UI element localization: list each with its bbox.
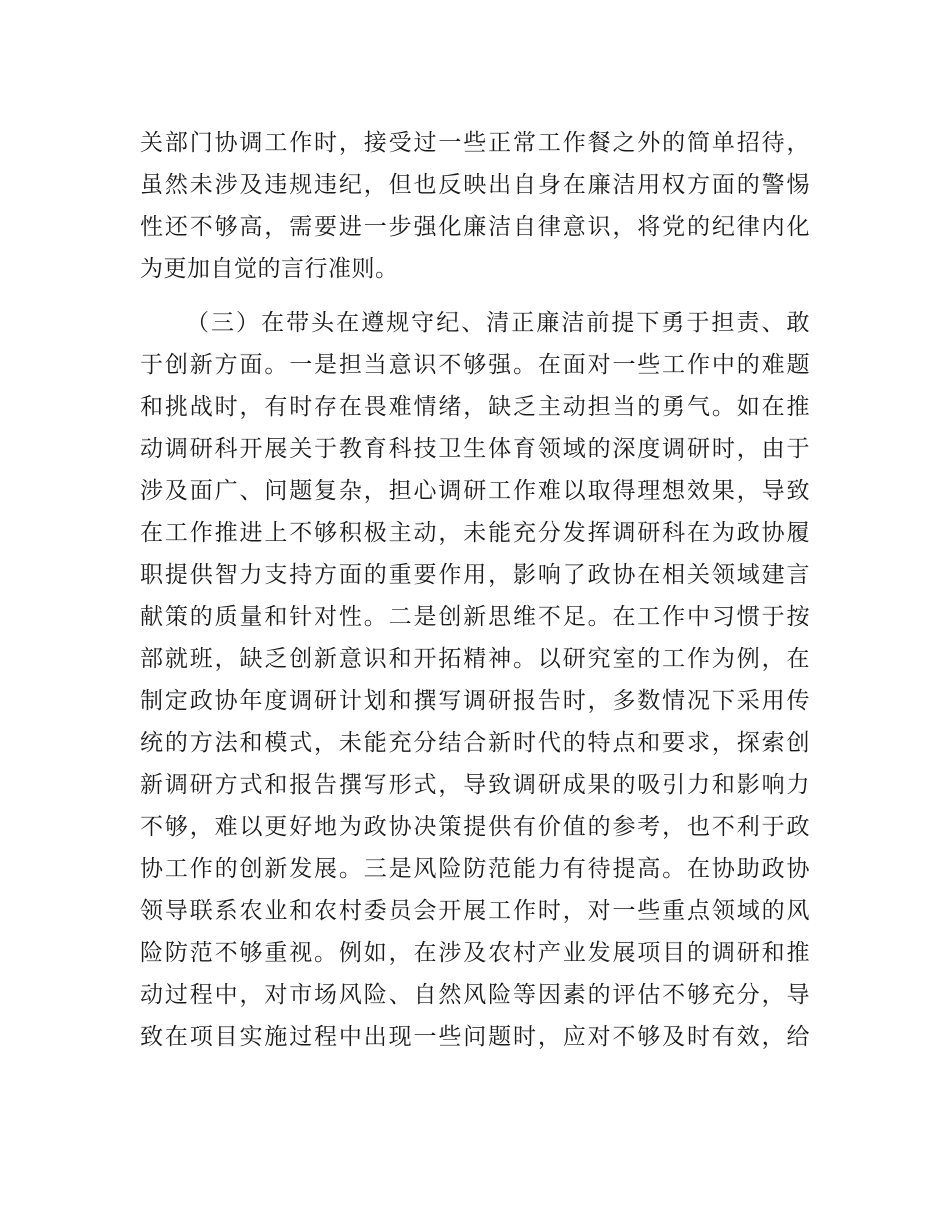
paragraph-line: 新调研方式和报告撰写形式，导致调研成果的吸引力和影响力 — [140, 772, 810, 798]
paragraph-line: 不够，难以更好地为政协决策提供有价值的参考，也不利于政 — [140, 814, 810, 840]
paragraph-line: 统的方法和模式，未能充分结合新时代的特点和要求，探索创 — [140, 730, 810, 756]
paragraph-line: 在工作推进上不够积极主动，未能充分发挥调研科在为政协履 — [140, 520, 810, 546]
paragraph-line: 关部门协调工作时，接受过一些正常工作餐之外的简单招待， — [140, 130, 810, 156]
paragraph-2 — [140, 302, 810, 1058]
paragraph-line: 险防范不够重视。例如，在涉及农村产业发展项目的调研和推 — [140, 940, 810, 966]
paragraph-line: 制定政协年度调研计划和撰写调研报告时，多数情况下采用传 — [140, 688, 810, 714]
paragraph-line: 虽然未涉及违规违纪，但也反映出自身在廉洁用权方面的警惕 — [140, 172, 810, 198]
paragraph-line: 和挑战时，有时存在畏难情绪，缺乏主动担当的勇气。如在推 — [140, 394, 810, 420]
paragraph-1 — [140, 122, 810, 290]
paragraph-line: 涉及面广、问题复杂，担心调研工作难以取得理想效果，导致 — [140, 478, 810, 504]
paragraph-line: 动调研科开展关于教育科技卫生体育领域的深度调研时，由于 — [140, 436, 810, 462]
paragraph-line: 性还不够高，需要进一步强化廉洁自律意识，将党的纪律内化 — [140, 214, 810, 240]
paragraph-line: 致在项目实施过程中出现一些问题时，应对不够及时有效，给 — [140, 1024, 810, 1050]
paragraph-line: 协工作的创新发展。三是风险防范能力有待提高。在协助政协 — [140, 856, 810, 882]
paragraph-line: 部就班，缺乏创新意识和开拓精神。以研究室的工作为例，在 — [140, 646, 810, 672]
paragraph-line: 动过程中，对市场风险、自然风险等因素的评估不够充分，导 — [140, 982, 810, 1008]
paragraph-line: 领导联系农业和农村委员会开展工作时，对一些重点领域的风 — [140, 898, 810, 924]
paragraph-line: 献策的质量和针对性。二是创新思维不足。在工作中习惯于按 — [140, 604, 810, 630]
paragraph-line: 于创新方面。一是担当意识不够强。在面对一些工作中的难题 — [140, 352, 810, 378]
paragraph-line: 职提供智力支持方面的重要作用，影响了政协在相关领域建言 — [140, 562, 810, 588]
paragraph-heading-line: （三）在带头在遵规守纪、清正廉洁前提下勇于担责、敢 — [186, 310, 810, 336]
paragraph-line: 为更加自觉的言行准则。 — [140, 256, 399, 282]
